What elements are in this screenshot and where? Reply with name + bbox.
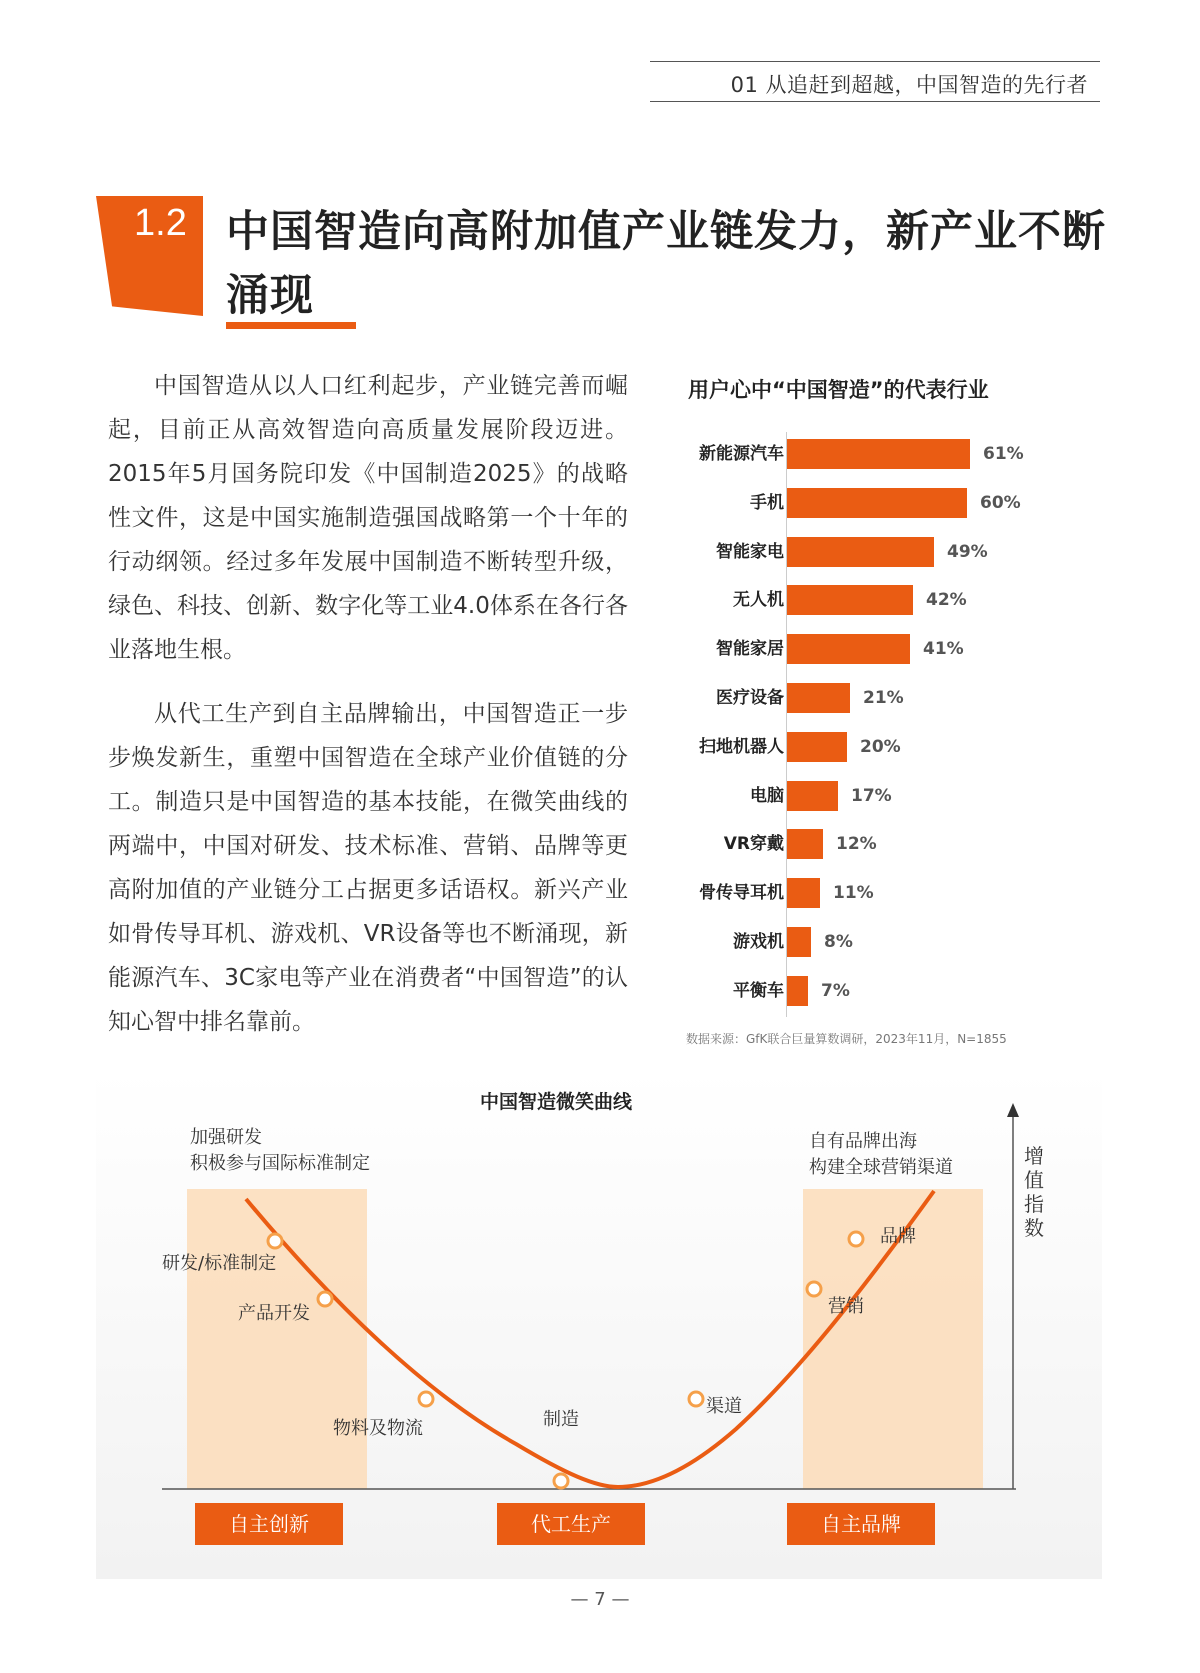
bar	[787, 781, 838, 811]
bar-row	[660, 535, 1080, 569]
bar-label: 医疗设备	[716, 688, 784, 708]
section-title: 中国智造向高附加值产业链发力，新产业不断涌现	[226, 207, 1106, 321]
bar-label: 无人机	[733, 590, 784, 611]
bar-value-label: 42%	[926, 590, 967, 611]
smile-curve-panel	[96, 1069, 1102, 1579]
smile-stages	[195, 1503, 935, 1545]
y-axis-label-char: 数	[1024, 1216, 1044, 1240]
bar-label: 骨传导耳机	[699, 883, 784, 904]
curve-point-label: 制造	[543, 1409, 579, 1430]
bar-label: 电脑	[750, 785, 784, 806]
right-note-line-2: 构建全球营销渠道	[809, 1157, 953, 1178]
bar	[787, 976, 808, 1006]
left-note-line-1: 加强研发	[190, 1127, 262, 1148]
bar-value-label: 49%	[947, 541, 988, 562]
curve-point-label: 营销	[828, 1296, 864, 1317]
bar-label: 扫地机器人	[699, 736, 784, 757]
bar-value-label: 20%	[860, 736, 901, 757]
stage-label: 代工生产	[531, 1512, 611, 1536]
bar	[787, 878, 820, 908]
bar	[787, 634, 910, 664]
bar-chart-title: 用户心中“中国智造”的代表行业	[688, 378, 989, 402]
bar-value-label: 7%	[821, 980, 850, 1001]
bar-row	[660, 974, 1080, 1008]
curve-point-label: 品牌	[880, 1226, 916, 1247]
curve-point	[689, 1392, 703, 1406]
bar-row	[660, 437, 1080, 471]
curve-point	[849, 1232, 863, 1246]
stage-label: 自主创新	[229, 1512, 309, 1536]
bar	[787, 683, 850, 713]
y-axis-label-char: 指	[1024, 1192, 1044, 1216]
curve-point-label: 研发/标准制定	[162, 1253, 277, 1274]
bar-row	[660, 827, 1080, 861]
bar-row	[660, 632, 1080, 666]
chart-source: 数据来源：GfK联合巨量算数调研，2023年11月，N=1855	[686, 1032, 1007, 1046]
header-rule-bottom	[650, 101, 1100, 102]
left-note-line-2: 积极参与国际标准制定	[190, 1153, 370, 1174]
curve-point	[419, 1392, 433, 1406]
bar	[787, 439, 970, 469]
bar-row	[660, 876, 1080, 910]
curve-point	[554, 1474, 568, 1488]
bar-row	[660, 681, 1080, 715]
bar-row	[660, 730, 1080, 764]
bar-label: 智能家居	[716, 639, 784, 660]
right-note-line-1: 自有品牌出海	[809, 1131, 917, 1152]
bar-value-label: 8%	[824, 932, 853, 952]
title-underline	[226, 322, 356, 329]
page-number: — 7 —	[570, 1589, 630, 1610]
y-axis-arrow-icon	[1007, 1103, 1019, 1117]
bar-value-label: 60%	[980, 492, 1021, 513]
curve-point-label: 物料及物流	[333, 1418, 423, 1439]
smile-curve-chart	[96, 1069, 1102, 1579]
y-axis-label-char: 增	[1024, 1144, 1044, 1168]
header-rule-top	[650, 61, 1100, 62]
bar-value-label: 11%	[833, 883, 874, 904]
bar-label: 新能源汽车	[699, 444, 784, 464]
bar-label: 平衡车	[733, 980, 784, 1001]
bar-value-label: 61%	[983, 444, 1024, 464]
bar-row	[660, 925, 1080, 959]
bar-value-label: 21%	[863, 688, 904, 708]
bar	[787, 829, 823, 859]
y-axis-label	[1024, 1144, 1044, 1240]
bar-row	[660, 486, 1080, 520]
bar-value-label: 41%	[923, 639, 964, 660]
bar-label: 智能家电	[716, 541, 784, 562]
curve-point-label: 产品开发	[238, 1303, 310, 1324]
bar-row	[660, 583, 1080, 617]
bar	[787, 537, 934, 567]
bar	[787, 585, 913, 615]
body-paragraph-2: 从代工生产到自主品牌输出，中国智造正一步步焕发新生，重塑中国智造在全球产业价值链的分工。制造只是中国智造的基本技能，在微笑曲线的两端中，中国对研发、技术标准、营销、品牌等更高附加值的产业链分工占据更多话语权。新兴产业如骨传导耳机、游戏机、VR设备等也不断涌现，新能源汽车、3C家电等产业在消费者“中国智造”的认知心智中排名靠前。	[108, 701, 628, 1035]
y-axis-label-char: 值	[1024, 1168, 1044, 1192]
smile-curve-title: 中国智造微笑曲线	[479, 1091, 633, 1113]
section-number: 1.2	[134, 202, 187, 244]
curve-point-label: 渠道	[706, 1396, 742, 1417]
bar	[787, 732, 847, 762]
curve-point	[268, 1234, 282, 1248]
bar-value-label: 17%	[851, 785, 892, 806]
bar	[787, 488, 967, 518]
bar-value-label: 12%	[836, 834, 877, 855]
bar-label: VR穿戴	[723, 834, 784, 855]
curve-point	[318, 1292, 332, 1306]
chapter-header: 01 从追赶到超越，中国智造的先行者	[730, 73, 1088, 97]
bar-label: 手机	[750, 492, 784, 513]
bar-row	[660, 779, 1080, 813]
curve-point	[807, 1282, 821, 1296]
stage-label: 自主品牌	[821, 1512, 901, 1536]
bar-label: 游戏机	[733, 932, 784, 952]
body-paragraph-1: 中国智造从以人口红利起步，产业链完善而崛起，目前正从高效智造向高质量发展阶段迈进。2015年5月国务院印发《中国制造2025》的战略性文件，这是中国实施制造强国战略第一个十年的行动纲领。经过多年发展中国制造不断转型升级，绿色、科技、创新、数字化等工业4.0体系在各行各业落地生根。	[108, 373, 628, 663]
bar	[787, 927, 811, 957]
